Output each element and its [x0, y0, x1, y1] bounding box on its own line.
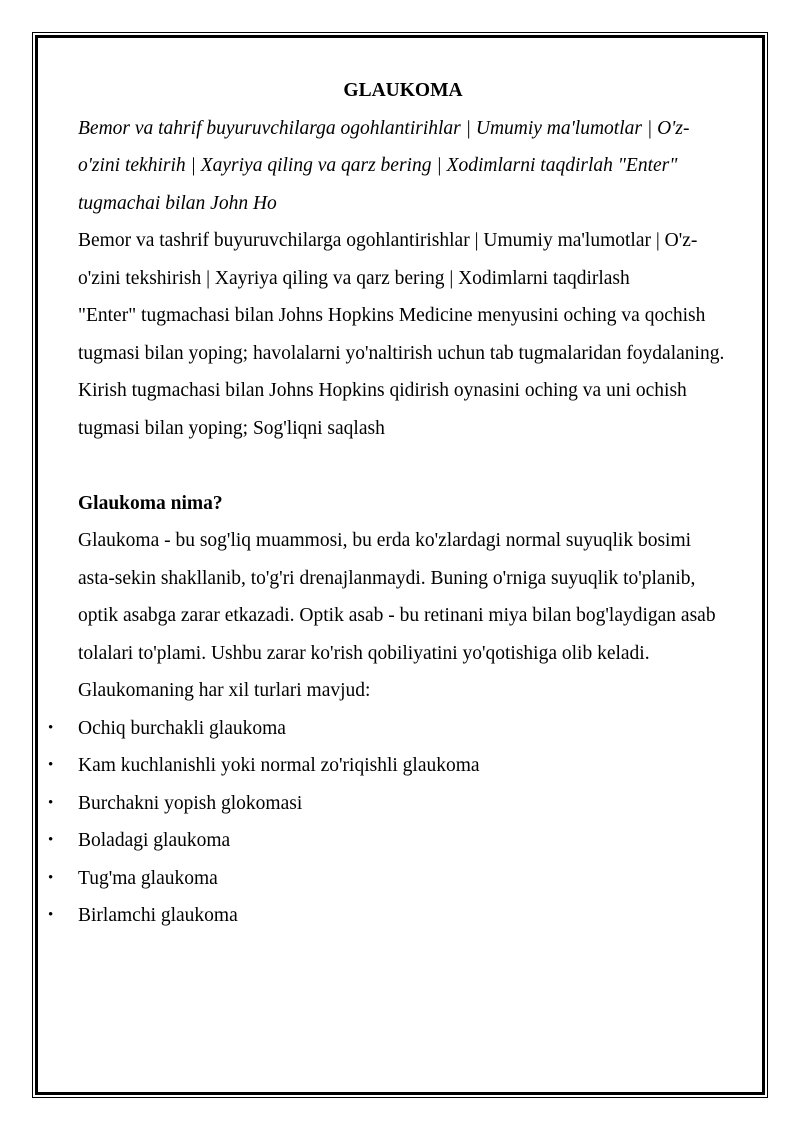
list-item-label: Tug'ma glaukoma: [78, 867, 218, 889]
bullet-icon: •: [48, 869, 54, 886]
list-item: [48, 897, 728, 935]
list-item-label: Boladagi glaukoma: [78, 830, 231, 851]
bullet-icon: •: [48, 832, 54, 848]
list-item: [48, 747, 728, 785]
list-item: [48, 710, 728, 748]
document-body: [48, 72, 728, 935]
types-intro: Glaukomaning har xil turlari mavjud:: [78, 680, 371, 701]
list-item-label: Birlamchi glaukoma: [78, 905, 238, 926]
list-item: [48, 785, 728, 823]
list-item: [48, 822, 728, 860]
enter-key-paragraph: "Enter" tugmachasi bilan Johns Hopkins Medicine menyusini oching va qochish tugmasi bilan yoping; havolalarni yo'naltirish uchun tab tugmalaridan foydalaning. Kirish tugmachasi bilan Johns Hopkins qidirish oynasini oching va uni ochish tugmasi bilan yoping; Sog'liqni saqlash: [78, 305, 725, 439]
document-title: GLAUKOMA: [343, 80, 463, 101]
bullet-icon: •: [48, 794, 54, 811]
list-item-label: Burchakni yopish glokomasi: [78, 792, 303, 814]
section-heading: Glaukoma nima?: [78, 492, 223, 514]
list-item: [48, 860, 728, 898]
list-item-label: Kam kuchlanishli yoki normal zo'riqishli glaukoma: [78, 755, 480, 776]
bullet-icon: •: [48, 719, 54, 736]
section-body-paragraph: Glaukoma - bu sog'liq muammosi, bu erda ko'zlardagi normal suyuqlik bosimi asta-sekin shakllanib, to'g'ri drenajlanmaydi. Buning o'rniga suyuqlik to'planib, optik asabga zarar etkazadi. Optik asab - bu retinani miya bilan bog'laydigan asab tolalari to'plami. Ushbu zarar ko'rish qobiliyatini yo'qotishiga olib keladi.: [78, 530, 716, 664]
paragraph-spacer: [78, 447, 728, 485]
bullet-icon: •: [48, 907, 54, 923]
glaucoma-types-list: [48, 710, 728, 935]
navigation-paragraph: Bemor va tashrif buyuruvchilarga ogohlantirishlar | Umumiy ma'lumotlar | O'z-o'zini tekshirish | Xayriya qiling va qarz bering | Xodimlarni taqdirlash: [78, 230, 698, 289]
list-item-label: Ochiq burchakli glaukoma: [78, 717, 286, 739]
italic-intro-paragraph: Bemor va tahrif buyuruvchilarga ogohlantirihlar | Umumiy ma'lumotlar | O'z-o'zini tekhirih | Xayriya qiling va qarz bering | Xodimlarni taqdirlah "Enter" tugmachai bilan John Ho: [78, 117, 690, 214]
bullet-icon: •: [48, 757, 54, 773]
